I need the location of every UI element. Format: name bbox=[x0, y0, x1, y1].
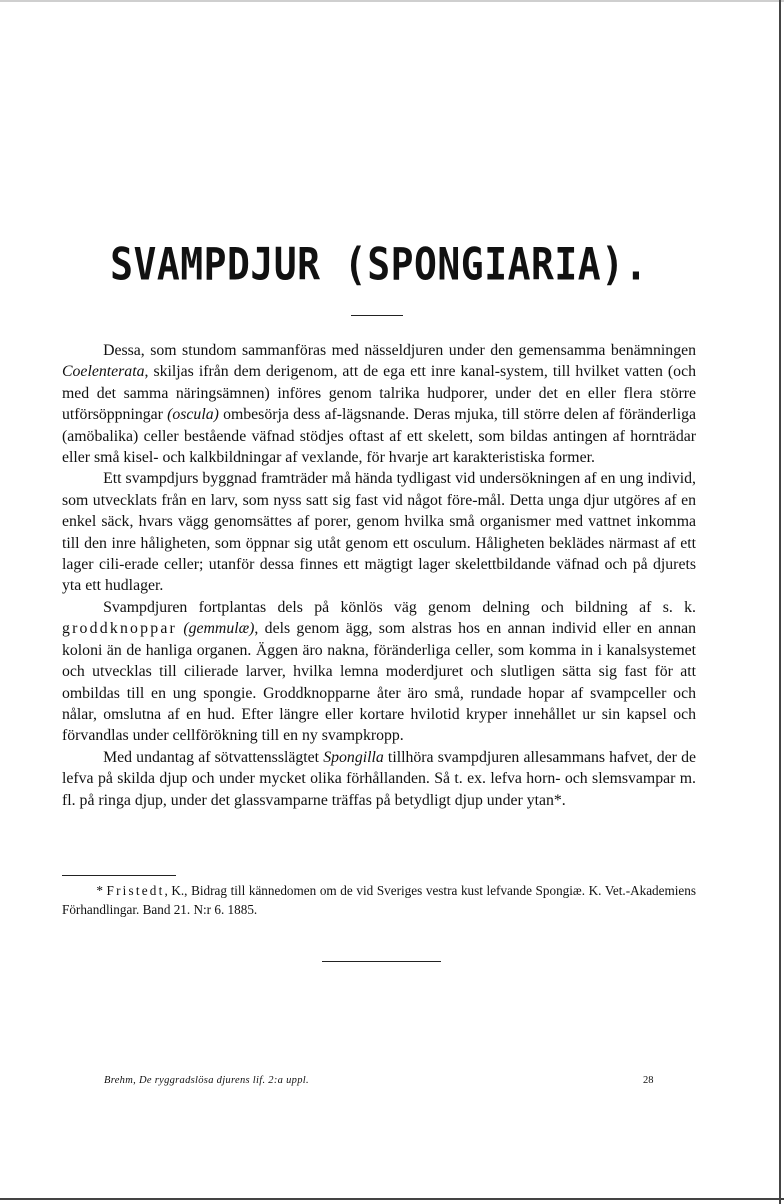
text-run: ombesörja dess af-lägsnande. Deras mjuka, till större delen af föränderliga (amöbalika) celler bestående väfnad stödjes oftast af ett skelett, som bildas antingen af hornträdar eller små kisel- och kalkbildningar af vexlande, för hvarje art karakteristiska former. bbox=[62, 406, 696, 467]
running-footer: Brehm, De ryggradslösa djurens lif. 2:a uppl. bbox=[104, 1075, 309, 1086]
text-run: Dessa, som stundom sammanföras med nässeldjuren under den gemensamma benämningen bbox=[103, 342, 696, 359]
spaced-term: Fristedt bbox=[106, 883, 165, 898]
text-run: , K., Bidrag till kännedomen om de vid Sveriges vestra kust lefvande Spongiæ. K. Vet.-Akademiens Förhandlingar. Band 21. N:r 6. 1885. bbox=[62, 883, 697, 917]
text-run: tillhöra svampdjuren allesammans hafvet, der de lefva på skilda djup och under mycket olika förhållanden. Så t. ex. lefva horn- och slemsvampar m. fl. på ringa djup, under det glassvamparne träffas på betydligt djup under ytan*. bbox=[62, 748, 696, 809]
footnote-divider bbox=[62, 875, 176, 876]
footnote-paragraph bbox=[62, 881, 696, 919]
spaced-term: groddknoppar bbox=[62, 620, 178, 638]
body-paragraph bbox=[62, 340, 696, 468]
italic-term: (oscula) bbox=[167, 406, 219, 424]
body-paragraph bbox=[62, 747, 696, 811]
page-title: SVAMPDJUR (SPONGIARIA). bbox=[110, 238, 648, 290]
body-paragraph bbox=[62, 597, 696, 747]
italic-term: Coelenterata bbox=[62, 363, 145, 381]
section-end-divider bbox=[322, 961, 441, 962]
text-run: Med undantag af sötvattensslägtet bbox=[103, 748, 324, 766]
text-run: Ett svampdjurs byggnad framträder må hända tydligast vid undersökningen af en ung individ, som utvecklats från en larv, som nyss satt sig fast vid något före-mål. Detta unga djur utgöres af en enkel säck, hvars vägg genomsättes af porer, genom hvilka små organismer med vattnet inkomma till den inre håligheten, som öppnar sig utåt genom ett osculum. Håligheten beklädes närmast af ett lager cili-erade celler; utanför dessa finnes ett mägtigt lager skelettbildande väfnad och på djurets yta ett hudlager. bbox=[62, 470, 696, 595]
text-run: * bbox=[96, 883, 107, 898]
signature-number: 28 bbox=[643, 1075, 654, 1086]
italic-term: (gemmulæ) bbox=[183, 620, 255, 638]
title-divider bbox=[351, 315, 403, 316]
body-paragraph bbox=[62, 468, 696, 596]
body-text bbox=[62, 340, 696, 811]
text-run: , skiljas ifrån dem derigenom, att de ega ett inre kanal-system, till hvilket vatten (och med det samma näringsämnen) införes genom talrika hudporer, under det en eller flera större utförsöppningar bbox=[62, 363, 696, 424]
text-run: Svampdjuren fortplantas dels på könlös väg genom delning och bildning af s. k. bbox=[103, 598, 696, 616]
scan-edge-bottom bbox=[0, 1198, 784, 1200]
italic-term: Spongilla bbox=[323, 748, 384, 766]
text-run: , dels genom ägg, som alstras hos en annan individ eller en annan koloni än de hanliga organen. Äggen äro nakna, föränderliga celler, som komma in i kanalsystemet och utvecklas till cilierade larver, hvilka lemna moderdjuret och slutligen sätta sig fast för att ombildas till en ung spongie. Groddknopparne åter äro små, rundade hopar af svampceller och nålar, omslutna af en hud. Efter längre eller kortare hvilotid kryper innehållet ur sin kapsel och förvandlas under cellförökning till en ny svampkropp. bbox=[62, 620, 696, 745]
scan-edge-top bbox=[0, 0, 784, 2]
footnote bbox=[62, 881, 696, 919]
scan-edge-right bbox=[779, 0, 781, 1204]
